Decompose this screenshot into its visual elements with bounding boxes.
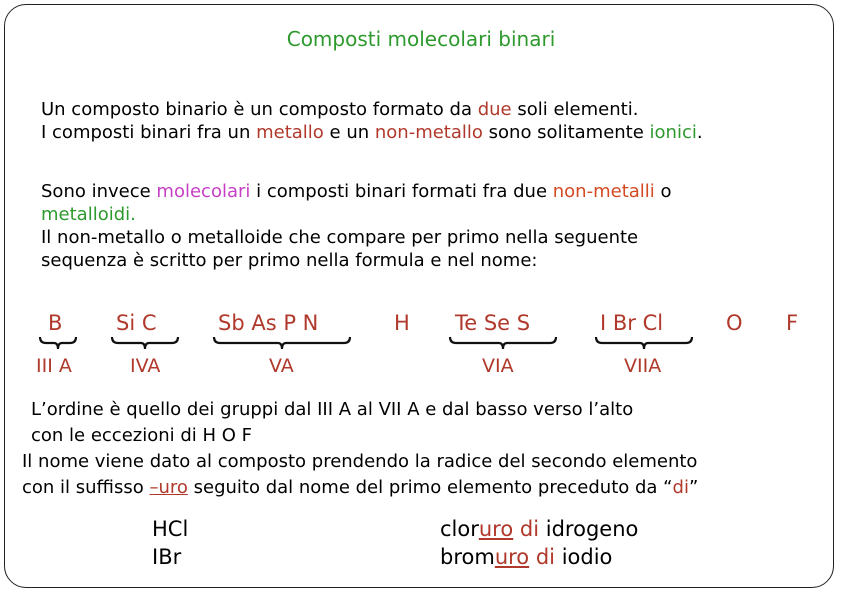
molecolari-highlight: molecolari	[156, 181, 251, 202]
text: soli elementi.	[511, 99, 639, 120]
molecular-line-4: sequenza è scritto per primo nella formula e nel nome:	[41, 250, 538, 271]
intro-line-2	[41, 121, 703, 144]
metallo-highlight: metallo	[256, 122, 324, 143]
sequence-element: H	[394, 311, 410, 335]
example-name	[440, 543, 638, 571]
text: e un	[323, 122, 375, 143]
sequence-element: O	[726, 311, 743, 335]
molecular-line-1	[41, 180, 672, 203]
group-brace	[448, 336, 558, 350]
group-brace	[110, 336, 180, 350]
metalloidi-highlight: metalloidi.	[41, 204, 136, 225]
name-rest: idrogeno	[539, 517, 639, 541]
uro-suffix: –uro	[149, 477, 188, 498]
text: sono solitamente	[482, 122, 650, 143]
nonmetalli-highlight: non-metalli	[552, 181, 655, 202]
group-label: III A	[36, 355, 72, 377]
text: I composti binari fra un	[41, 122, 257, 143]
name-suffix: uro	[478, 517, 514, 541]
intro-line-1	[41, 98, 703, 121]
di-highlight: di	[672, 477, 689, 498]
rules-paragraph	[22, 397, 698, 501]
name-rest: iodio	[555, 545, 613, 569]
group-brace	[212, 336, 352, 350]
ionici-highlight: ionici	[649, 122, 697, 143]
example-formulas	[152, 515, 188, 571]
example-formula: IBr	[152, 545, 182, 569]
name-di: di	[535, 545, 556, 569]
text: Sono invece	[41, 181, 157, 202]
rules-line-4	[22, 475, 698, 501]
intro-paragraph	[41, 98, 703, 144]
name-suffix: uro	[494, 545, 530, 569]
text: con il suffisso	[22, 477, 150, 498]
rules-line-2: con le eccezioni di H O F	[31, 425, 253, 446]
group-label: VA	[269, 355, 294, 377]
text: Un composto binario è un composto formato da	[41, 99, 478, 120]
name-root: clor	[440, 517, 479, 541]
group-label: VIA	[482, 355, 514, 377]
group-brace	[594, 336, 694, 350]
sequence-element: B	[48, 311, 63, 335]
rules-line-1: L’ordine è quello dei gruppi dal III A al VII A e dal basso verso l’alto	[31, 399, 634, 420]
group-label: IVA	[130, 355, 161, 377]
text: seguito dal nome del primo elemento preceduto da “	[187, 477, 673, 498]
group-label: VIIA	[624, 355, 662, 377]
molecular-paragraph	[41, 180, 672, 272]
name-di: di	[519, 517, 540, 541]
text: i composti binari formati fra due	[250, 181, 553, 202]
sequence-element: I Br Cl	[600, 311, 664, 335]
group-brace	[38, 336, 78, 350]
molecular-line-2	[41, 203, 672, 226]
text: ”	[688, 477, 699, 498]
nonmetallo-highlight: non-metallo	[374, 122, 483, 143]
sequence-element: Sb As P N	[218, 311, 319, 335]
text: o	[654, 181, 672, 202]
sequence-element: Te Se S	[455, 311, 531, 335]
name-root: brom	[440, 545, 495, 569]
due-highlight: due	[477, 99, 512, 120]
sequence-element: F	[786, 311, 799, 335]
molecular-line-3: Il non-metallo o metalloide che compare per primo nella seguente	[41, 227, 639, 248]
example-names	[440, 515, 638, 571]
text: .	[696, 122, 703, 143]
rules-line-3: Il nome viene dato al composto prendendo la radice del secondo elemento	[22, 451, 698, 472]
slide-title: Composti molecolari binari	[286, 27, 556, 51]
example-formula: HCl	[152, 517, 189, 541]
sequence-element: Si C	[116, 311, 157, 335]
example-name	[440, 515, 638, 543]
